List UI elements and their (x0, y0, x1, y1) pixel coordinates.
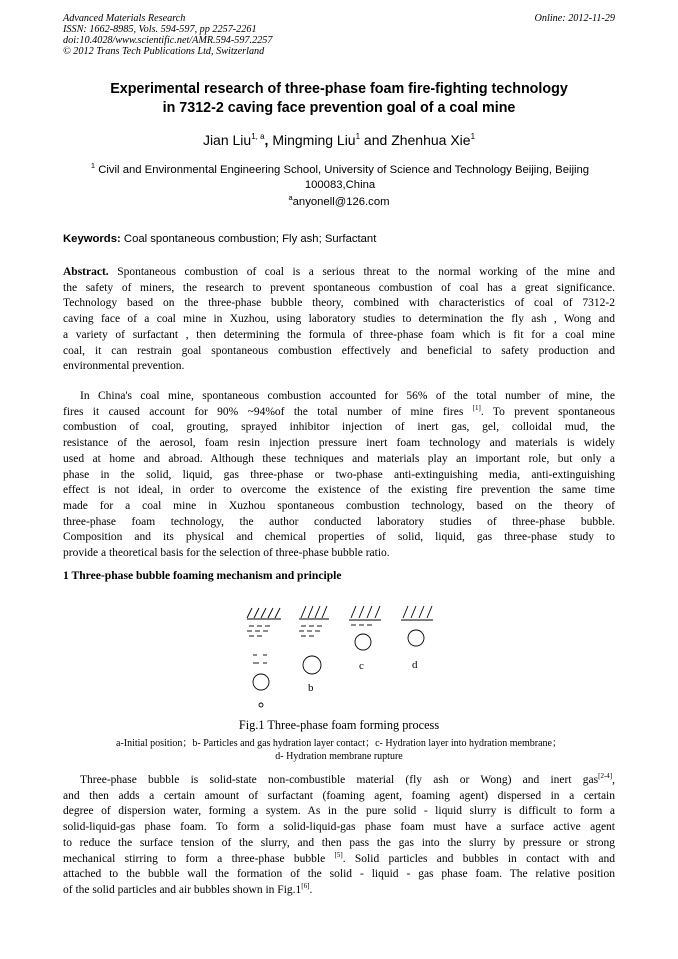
abstract (63, 265, 615, 375)
body2-line-6a: mechanical stirring to form a three-phase bubble (63, 852, 335, 865)
paper-title (40, 80, 638, 118)
panel-c (349, 606, 381, 650)
issn-line: ISSN: 1662-8985, Vols. 594-597, pp 2257-2261 (63, 24, 257, 35)
section-heading-1: 1 Three-phase bubble foaming mechanism and principle (63, 569, 342, 582)
running-header (63, 13, 615, 57)
body2-line-1a: Three-phase bubble is solid-state non-combustible material (fly ash or Wong) and inert gas (80, 774, 599, 786)
citation-5: [5] (334, 850, 343, 859)
figure-label-c: c (359, 660, 364, 672)
affiliation-sup: 1 (90, 161, 96, 170)
abstract-line-2: the safety of miners, the research to prevent spontaneous combustion of coal has a great significance. (63, 281, 615, 294)
intro-line-11: provide a theoretical basis for the selection of three-phase bubble ratio. (63, 547, 390, 560)
email-sup: a (288, 193, 293, 202)
intro-line-6: phase in the solid, liquid, gas three-phase or two-phase anti-extinguishing media, anti-extinguishing (63, 468, 615, 481)
affiliation (64, 158, 616, 193)
panel-b (299, 606, 329, 674)
body2-line-5: to reduce the surface tension of the slurry, and then pass the gas into the slurry by pressure or strong (63, 836, 615, 849)
author-email (0, 193, 678, 208)
abstract-line-3: Technology based on the three-phase bubble theory, combined with characteristics of coal of 7312-2 (63, 297, 615, 310)
author-list (0, 132, 678, 148)
author-comma: , (264, 132, 273, 148)
citation-1: [1] (472, 403, 481, 412)
intro-line-9: three-phase foam technology, the author conducted laboratory studies of three-phase bubble. (63, 515, 615, 528)
abstract-line-4: caving face of a coal mine in Xuzhou, using laboratory studies to determination the fly ash , Wong and (63, 313, 615, 326)
figure-subcaption-line-1: a-Initial position；b- Particles and gas hydration layer contact；c- Hydration layer into hydration membrane； (116, 738, 562, 749)
figure-label-d: d (412, 659, 418, 671)
author-and: and (360, 132, 392, 148)
keywords-label: Keywords: (63, 233, 121, 245)
body2-line-1b: , (612, 774, 615, 786)
author-2: Mingming Liu (272, 132, 356, 148)
author-3-sup: 1 (470, 132, 476, 141)
intro-line-8: made for a coal mine in Xuzhou spontaneous combustion technology, based on the theory of (63, 499, 615, 512)
body2-line-7: attached to the bubble wall the formation of the solid - liquid - gas phase foam. The relative position (63, 868, 615, 881)
citation-2-4: [2-4] (598, 772, 613, 780)
keywords-text: Coal spontaneous combustion; Fly ash; Surfactant (120, 233, 377, 245)
abstract-line-5: a variety of surfactant , then determining the formula of three-phase foam which is fit for a coal mine (63, 328, 615, 341)
email-text: anyonell@126.com (292, 196, 390, 208)
intro-line-7: effect is not ideal, in order to overcome the existence of the existing fire prevention the same time (63, 484, 615, 497)
citation-6: [6] (301, 881, 310, 890)
body2-line-4: solid-liquid-gas phase foam. To form a solid-liquid-gas phase foam must have a surface active agent (63, 821, 615, 834)
keywords (63, 233, 623, 245)
intro-line-2b: . To prevent spontaneous (480, 405, 615, 418)
intro-line-5: used at home and abroad. Although these techniques and materials play an important role, but only a (63, 452, 615, 465)
author-3: Zhenhua Xie (391, 132, 471, 148)
intro-line-2a: fires it caused account for 90% ~94%of the total number of mine fires (63, 405, 473, 418)
author-2-sup: 1 (355, 132, 361, 141)
intro-line-2 (63, 405, 615, 421)
figure-1-diagram (235, 600, 445, 710)
body2-line-1 (63, 773, 615, 789)
body2-line-8a: of the solid particles and air bubbles shown in Fig.1 (63, 883, 302, 896)
affiliation-line-1: Civil and Environmental Engineering School, University of Science and Technology Beijing, Beijing (95, 164, 590, 176)
online-date: Online: 2012-11-29 (534, 13, 615, 24)
journal-name: Advanced Materials Research (63, 13, 186, 24)
title-line-1: Experimental research of three-phase foam fire-fighting technology (110, 81, 568, 97)
figure-1-subcaption (40, 737, 638, 763)
abstract-line-7: environmental prevention. (63, 360, 185, 373)
abstract-line-6: coal, it can restrain goal spontaneous combustion effectively and beneficial to safety production and (63, 344, 615, 357)
body2-line-6 (63, 852, 615, 868)
figure-label-b: b (308, 682, 314, 694)
body-paragraph-2 (63, 773, 615, 899)
intro-line-1: In China's coal mine, spontaneous combustion accounted for 56% of the total number of mine, the (80, 390, 615, 402)
figure-subcaption-line-2: d- Hydration membrane rupture (275, 751, 403, 762)
abstract-line-1: Spontaneous combustion of coal is a serious threat to the normal working of the mine and (108, 266, 615, 278)
body2-line-3: degree of dispersion water, forming a system. As in the pure solid - liquid slurry is difficult to form a (63, 805, 615, 818)
doi-line: doi:10.4028/www.scientific.net/AMR.594-597.2257 (63, 35, 273, 46)
affiliation-line-2: 100083,China (304, 179, 376, 191)
panel-a (247, 608, 281, 707)
body2-line-8 (63, 883, 615, 899)
intro-line-4: resistance of the aerosol, foam resin injection pressure inert foam technology and materials is widely (63, 437, 615, 450)
intro-line-3: combustion of coal, grouting, sprayed inhibitor injection of inert gas, gel, colloidal mud, the (63, 421, 615, 434)
copyright-line: © 2012 Trans Tech Publications Ltd, Switzerland (63, 46, 265, 57)
figure-1-caption: Fig.1 Three-phase foam forming process (238, 718, 440, 732)
body2-line-8b: . (309, 883, 313, 896)
body2-line-6b: . Solid particles and bubbles in contact with and (342, 852, 615, 865)
body2-line-2: and then adds a certain amount of surfactant (foaming agent, foaming agent) dispersed in a certain (63, 789, 615, 802)
author-1: Jian Liu (202, 132, 252, 148)
title-line-2: in 7312-2 caving face prevention goal of a coal mine (162, 100, 516, 116)
abstract-label: Abstract. (63, 266, 109, 278)
intro-paragraph (63, 389, 615, 562)
author-1-sup: 1, a (251, 132, 265, 141)
panel-d (401, 606, 433, 646)
intro-line-10: Composition and its physical and chemical properties of solid, liquid, gas three-phase study to (63, 531, 615, 544)
